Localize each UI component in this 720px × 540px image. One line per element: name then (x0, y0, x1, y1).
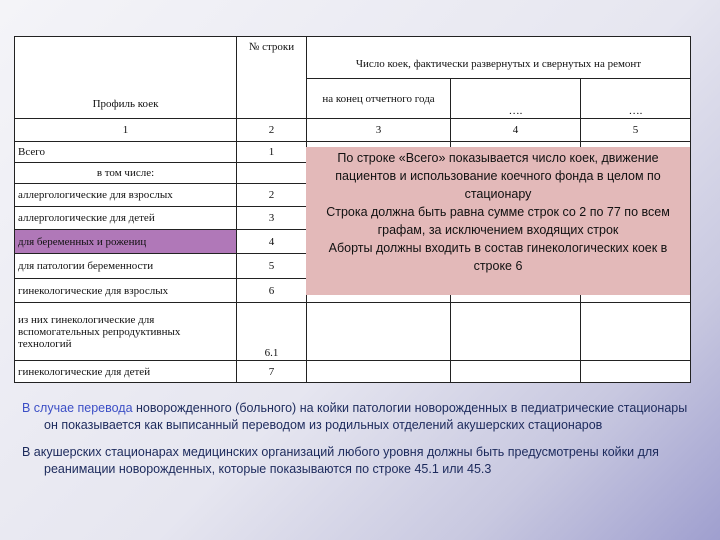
callout-line-abortions: Аборты должны входить в состав гинекологических коек в строке 6 (328, 241, 668, 273)
col-number-3: 3 (307, 119, 451, 142)
header-profile: Профиль коек (15, 37, 237, 119)
row-number: 7 (237, 361, 307, 383)
row-name: аллергологические для детей (15, 207, 237, 230)
row-number: 4 (237, 230, 307, 254)
row-number: 5 (237, 254, 307, 279)
explanation-callout (306, 147, 690, 295)
header-dots-1: …. (451, 79, 581, 119)
column-numbers-row (15, 119, 691, 142)
table-row (15, 361, 691, 383)
row-name: для патологии беременности (15, 254, 237, 279)
header-beds: Число коек, фактически развернутых и свернутых на ремонт (307, 37, 691, 79)
col-number-1: 1 (15, 119, 237, 142)
callout-line-total: По строке «Всего» показывается число коек, движение пациентов и использование коечного фонда в целом по стационару (335, 151, 661, 201)
note-transfer-accent: В случае перевода (22, 401, 133, 415)
row-number: 6 (237, 279, 307, 303)
callout-line-sum: Строка должна быть равна сумме строк со 2 по 77 по всем графам, за исключением входящих строк (326, 205, 670, 237)
row-name: в том числе: (15, 163, 237, 184)
row-name-highlighted: для беременных и рожениц (15, 230, 237, 254)
note-transfer (22, 400, 692, 434)
header-end-period: на конец отчетного года (307, 79, 451, 119)
row-name: из них гинекологические для вспомогательных репродуктивных технологий (15, 303, 237, 361)
row-name: Всего (15, 142, 237, 163)
col-number-5: 5 (581, 119, 691, 142)
col-number-4: 4 (451, 119, 581, 142)
col-number-2: 2 (237, 119, 307, 142)
row-number: 3 (237, 207, 307, 230)
table-row (15, 303, 691, 361)
header-row-number: № строки (237, 37, 307, 119)
note-resuscitation: В акушерских стационарах медицинских организаций любого уровня должны быть предусмотрены койки для реанимации новорожденных, которые показываются по строке 45.1 или 45.3 (22, 445, 659, 476)
row-name: аллергологические для взрослых (15, 184, 237, 207)
notes-block (22, 400, 692, 488)
note-transfer-text: новорожденного (больного) на койки патологии новорожденных в педиатрические стационары он показывается как выписанный переводом из родильных отделений акушерских стационаров (44, 401, 688, 432)
row-name: гинекологические для взрослых (15, 279, 237, 303)
row-number (237, 163, 307, 184)
header-dots-2: …. (581, 79, 691, 119)
row-name: гинекологические для детей (15, 361, 237, 383)
row-number: 6.1 (237, 303, 307, 361)
row-number: 1 (237, 142, 307, 163)
row-number: 2 (237, 184, 307, 207)
